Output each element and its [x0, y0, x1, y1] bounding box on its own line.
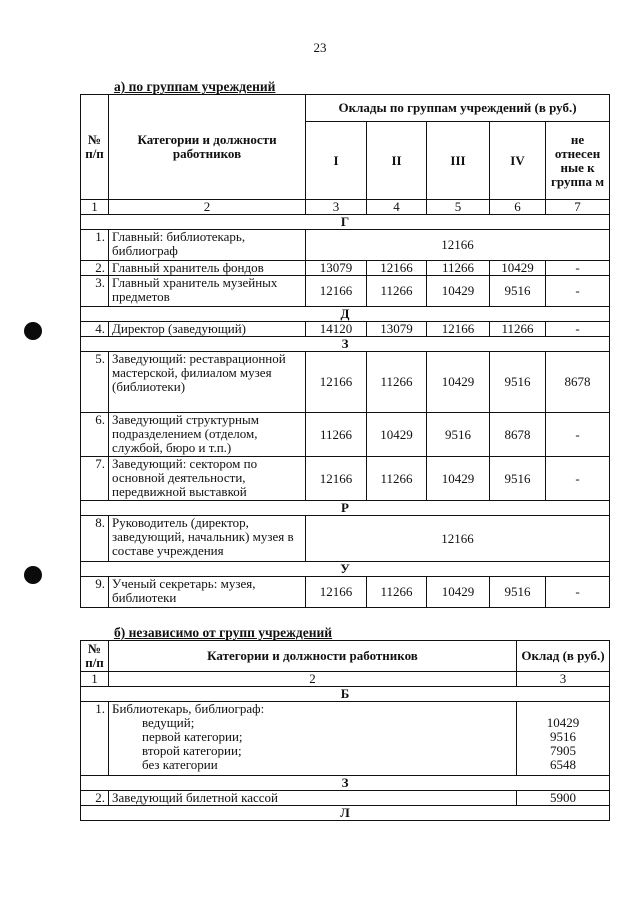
row-name: Главный хранитель фондов: [109, 261, 306, 276]
value-cell: 11266: [367, 276, 427, 307]
index-cell: 2: [109, 672, 517, 687]
row-name: Заведующий: реставрационной мастерской, филиалом музея (библиотеки): [109, 352, 306, 413]
header-group-2: II: [367, 122, 427, 200]
value-cell: 13079: [306, 261, 367, 276]
row-merged-value: 12166: [306, 516, 610, 562]
row-no: 1.: [81, 702, 109, 776]
header-category: Категории и должности работников: [109, 641, 517, 672]
salary-value: 9516: [550, 729, 576, 744]
row-merged-value: 12166: [306, 230, 610, 261]
value-cell: 10429: [427, 352, 490, 413]
row-name: Ученый секретарь: музея, библиотеки: [109, 577, 306, 608]
row-no: 6.: [81, 413, 109, 457]
sub-category: первой категории;: [142, 729, 243, 744]
row-no: 5.: [81, 352, 109, 413]
row-name: Заведующий структурным подразделением (отделом, службой, бюро и т.п.): [109, 413, 306, 457]
value-cell: -: [546, 413, 610, 457]
value-cell: 11266: [427, 261, 490, 276]
index-cell: 1: [81, 200, 109, 215]
table-row: [81, 352, 610, 413]
value-cell: 11266: [367, 457, 427, 501]
table-row: [81, 577, 610, 608]
row-name: Заведующий билетной кассой: [109, 791, 517, 806]
index-cell: 6: [490, 200, 546, 215]
letter-row: Г: [81, 215, 610, 230]
value-cell: -: [546, 457, 610, 501]
row-no: 9.: [81, 577, 109, 608]
table-row: [81, 702, 610, 776]
table-row: [81, 791, 610, 806]
page-number: 23: [313, 40, 327, 55]
letter-row: З: [81, 776, 610, 791]
table-row: [81, 261, 610, 276]
table-row: [81, 322, 610, 337]
letter-row: З: [81, 337, 610, 352]
value-cell: 12166: [306, 352, 367, 413]
value-cell: 10429: [367, 413, 427, 457]
row-name: Директор (заведующий): [109, 322, 306, 337]
value-cell: 10429: [427, 276, 490, 307]
value-cell: 10429: [427, 457, 490, 501]
row-no: 1.: [81, 230, 109, 261]
index-cell: 4: [367, 200, 427, 215]
header-no: № п/п: [81, 641, 109, 672]
value-cell: -: [546, 261, 610, 276]
index-cell: 2: [109, 200, 306, 215]
table-row: [81, 276, 610, 307]
value-cell: 14120: [306, 322, 367, 337]
header-salaries: Оклады по группам учреждений (в руб.): [306, 95, 610, 122]
salary-value: 6548: [550, 757, 576, 772]
index-row: [81, 200, 610, 215]
salary-value: 5900: [517, 791, 610, 806]
table-row: [81, 230, 610, 261]
table-row: [81, 457, 610, 501]
salary-value: 10429: [546, 715, 580, 730]
value-cell: 9516: [490, 457, 546, 501]
letter-row: У: [81, 562, 610, 577]
salary-values: [517, 702, 610, 776]
header-salary: Оклад (в руб.): [517, 641, 610, 672]
table-row: [81, 413, 610, 457]
value-cell: 8678: [546, 352, 610, 413]
header-category: Категории и должности работников: [109, 95, 306, 200]
value-cell: 10429: [427, 577, 490, 608]
row-no: 3.: [81, 276, 109, 307]
table-row: [81, 516, 610, 562]
row-name: Главный хранитель музейных предметов: [109, 276, 306, 307]
index-cell: 7: [546, 200, 610, 215]
value-cell: 11266: [367, 352, 427, 413]
value-cell: 12166: [306, 577, 367, 608]
value-cell: 11266: [490, 322, 546, 337]
sub-category: без категории: [142, 757, 218, 772]
value-cell: 8678: [490, 413, 546, 457]
section-a-caption: а) по группам учреждений: [114, 79, 276, 94]
index-cell: 3: [306, 200, 367, 215]
letter-row: Р: [81, 501, 610, 516]
value-cell: 9516: [427, 413, 490, 457]
value-cell: 13079: [367, 322, 427, 337]
header-no: № п/п: [81, 95, 109, 200]
header-group-3: III: [427, 122, 490, 200]
table-by-groups: [80, 94, 610, 608]
value-cell: -: [546, 322, 610, 337]
value-cell: -: [546, 577, 610, 608]
row-name: Главный: библиотекарь, библиограф: [109, 230, 306, 261]
row-name: [109, 702, 517, 776]
value-cell: 9516: [490, 276, 546, 307]
row-no: 4.: [81, 322, 109, 337]
index-cell: 1: [81, 672, 109, 687]
row-no: 2.: [81, 261, 109, 276]
row-title: Библиотекарь, библиограф:: [112, 701, 265, 716]
value-cell: 12166: [427, 322, 490, 337]
letter-row: Л: [81, 806, 610, 821]
value-cell: 12166: [306, 276, 367, 307]
row-name: Руководитель (директор, заведующий, начальник) музея в составе учреждения: [109, 516, 306, 562]
letter-row: Д: [81, 307, 610, 322]
row-no: 7.: [81, 457, 109, 501]
value-cell: 10429: [490, 261, 546, 276]
punch-hole: [24, 322, 42, 340]
header-group-unassigned: не отнесен ные к группа м: [546, 122, 610, 200]
value-cell: 12166: [367, 261, 427, 276]
value-cell: -: [546, 276, 610, 307]
sub-category: второй категории;: [142, 743, 242, 758]
value-cell: 9516: [490, 577, 546, 608]
salary-value: 7905: [550, 743, 576, 758]
value-cell: 11266: [367, 577, 427, 608]
punch-hole: [24, 566, 42, 584]
value-cell: 9516: [490, 352, 546, 413]
row-no: 2.: [81, 791, 109, 806]
table-independent: [80, 640, 610, 821]
header-group-4: IV: [490, 122, 546, 200]
value-cell: 12166: [306, 457, 367, 501]
index-cell: 5: [427, 200, 490, 215]
row-no: 8.: [81, 516, 109, 562]
value-cell: 11266: [306, 413, 367, 457]
letter-row: Б: [81, 687, 610, 702]
section-b-caption: б) независимо от групп учреждений: [114, 625, 333, 640]
index-row: [81, 672, 610, 687]
row-name: Заведующий: сектором по основной деятельности, передвижной выставкой: [109, 457, 306, 501]
index-cell: 3: [517, 672, 610, 687]
header-group-1: I: [306, 122, 367, 200]
sub-category: ведущий;: [142, 715, 195, 730]
